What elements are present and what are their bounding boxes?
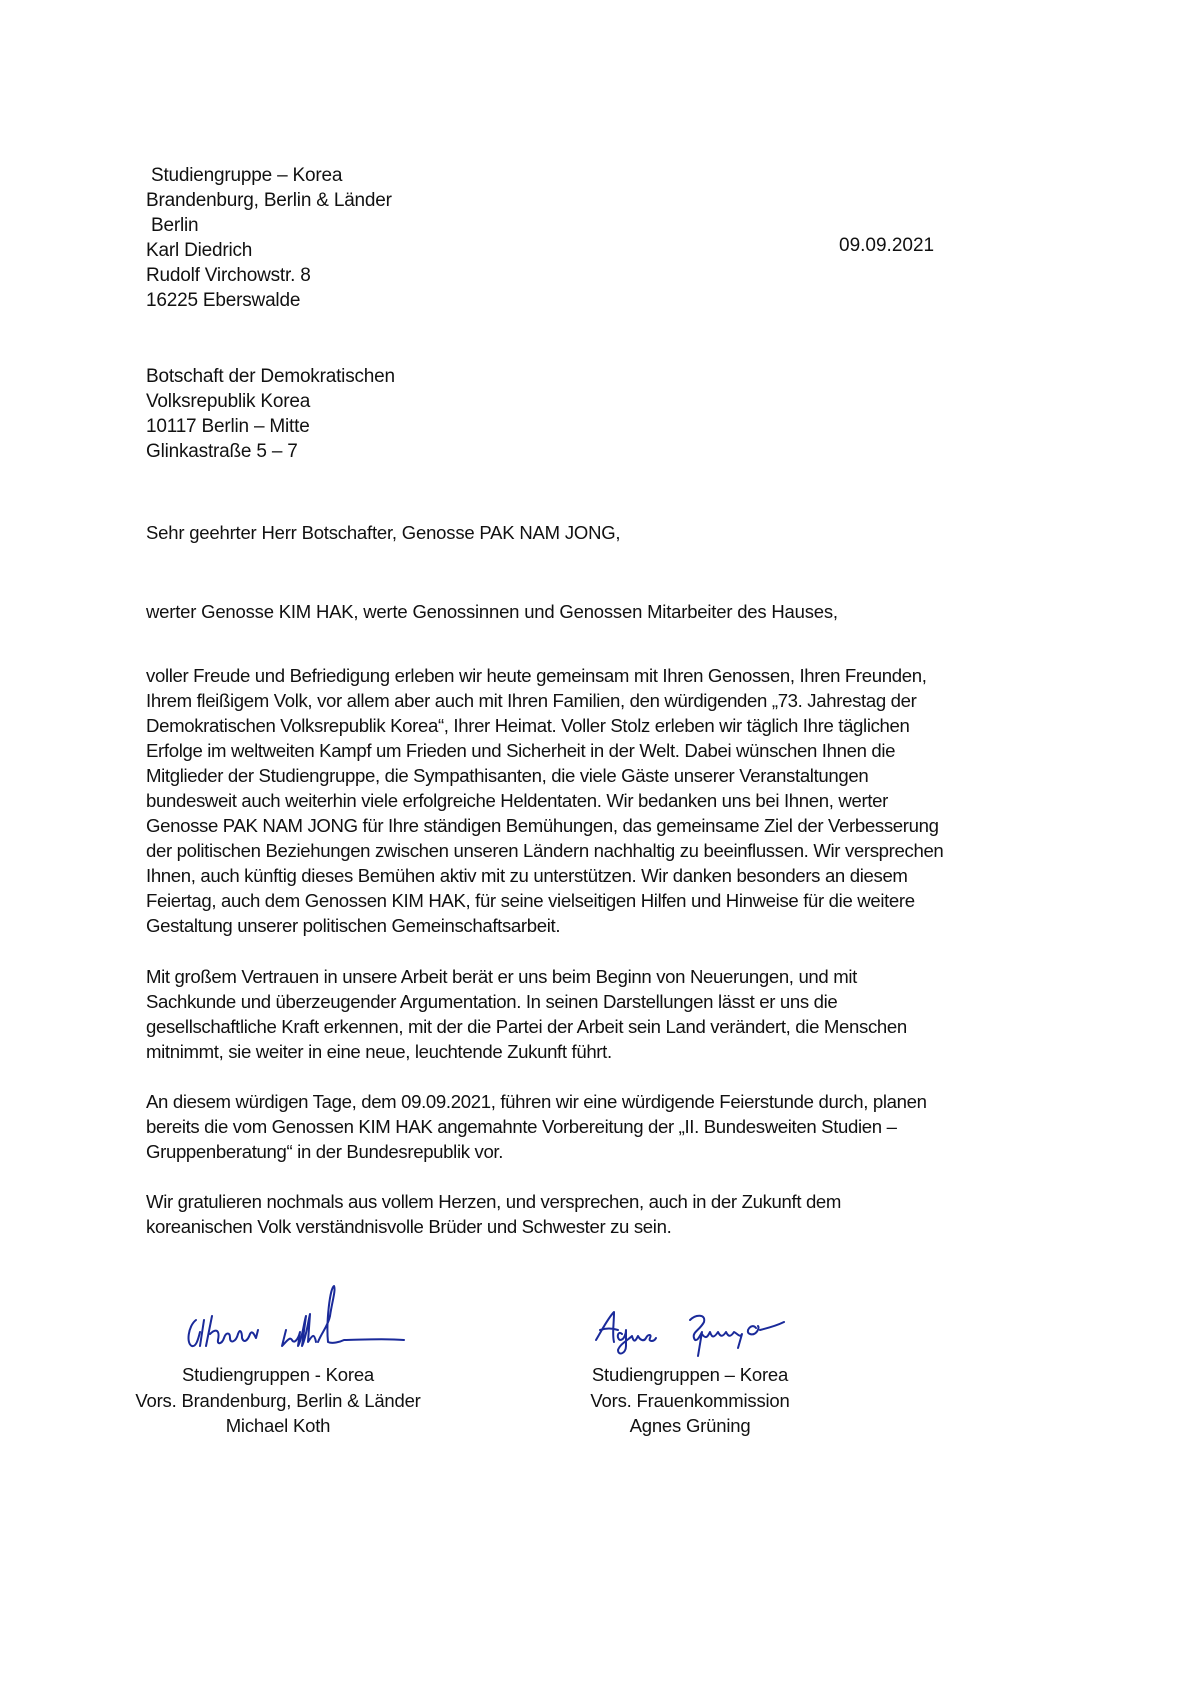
body-line: An diesem würdigen Tage, dem 09.09.2021, führen wir eine würdigende Feierstunde durch, planen (146, 1091, 927, 1112)
body-line: Wir gratulieren nochmals aus vollem Herzen, und versprechen, auch in der Zukunft dem (146, 1191, 842, 1212)
recipient-line: 10117 Berlin – Mitte (146, 416, 310, 437)
salutation-staff: werter Genosse KIM HAK, werte Genossinnen und Genossen Mitarbeiter des Hauses, (146, 601, 838, 622)
salutation-ambassador: Sehr geehrter Herr Botschafter, Genosse PAK NAM JONG, (146, 522, 621, 543)
body-line: Ihrem fleißigem Volk, vor allem aber auch mit Ihren Familien, den würdigenden „73. Jahrestag der (146, 690, 917, 711)
letter-date: 09.09.2021 (839, 235, 935, 256)
body-line: Feiertag, auch dem Genossen KIM HAK, für seine vielseitigen Hilfen und Hinweise für die weitere (146, 890, 915, 911)
sender-line: Karl Diedrich (146, 240, 253, 261)
body-line: Mit großem Vertrauen in unsere Arbeit berät er uns beim Beginn von Neuerungen, und mit (146, 966, 857, 987)
body-line: Ihnen, auch künftig dieses Bemühen aktiv mit zu unterstützen. Wir danken besonders an diesem (146, 865, 908, 886)
recipient-line: Volksrepublik Korea (146, 391, 311, 412)
body-line: koreanischen Volk verständnisvolle Brüder und Schwester zu sein. (146, 1216, 672, 1237)
sender-line: Brandenburg, Berlin & Länder (146, 190, 392, 211)
body-line: Sachkunde und überzeugender Argumentation. In seinen Darstellungen lässt er uns die (146, 991, 838, 1012)
handwritten-signature-icon (182, 1282, 442, 1352)
body-line: Erfolge im weltweiten Kampf um Frieden und Sicherheit in der Welt. Dabei wünschen Ihnen die (146, 740, 896, 761)
signature-name: Michael Koth (225, 1415, 331, 1436)
handwritten-signature-icon (588, 1300, 818, 1360)
body-line: Demokratischen Volksrepublik Korea“, Ihrer Heimat. Voller Stolz erleben wir täglich Ihre täglichen (146, 715, 910, 736)
signature-name: Agnes Grüning (629, 1415, 751, 1436)
signature-block-left (130, 1362, 426, 1439)
body-line: mitnimmt, sie weiter in eine neue, leuchtende Zukunft führt. (146, 1041, 612, 1062)
recipient-line: Botschaft der Demokratischen (146, 366, 395, 387)
sender-line: Berlin (151, 215, 199, 236)
signature-org: Studiengruppen - Korea (181, 1364, 375, 1385)
body-line: bereits die vom Genossen KIM HAK angemahnte Vorbereitung der „II. Bundesweiten Studien – (146, 1116, 897, 1137)
signature-role: Vors. Frauenkommission (590, 1389, 790, 1411)
body-line: Genosse PAK NAM JONG für Ihre ständigen Bemühungen, das gemeinsame Ziel der Verbesserung (146, 815, 939, 836)
signature-michael-koth (182, 1282, 442, 1357)
body-line: voller Freude und Befriedigung erleben wir heute gemeinsam mit Ihren Genossen, Ihren Freunden, (146, 665, 927, 686)
signature-role: Vors. Brandenburg, Berlin & Länder (135, 1389, 421, 1411)
body-line: bundesweit auch weiterhin viele erfolgreiche Heldentaten. Wir bedanken uns bei Ihnen, werter (146, 790, 888, 811)
recipient-line: Glinkastraße 5 – 7 (146, 441, 298, 462)
body-line: Gestaltung unserer politischen Gemeinschaftsarbeit. (146, 915, 561, 936)
sender-line: Rudolf Virchowstr. 8 (146, 265, 311, 286)
sender-line: Studiengruppe – Korea (151, 165, 343, 186)
signature-agnes-gruening (588, 1300, 818, 1365)
signature-org: Studiengruppen – Korea (591, 1364, 789, 1385)
body-line: der politischen Beziehungen zwischen unseren Ländern nachhaltig zu beeinflussen. Wir versprechen (146, 840, 944, 861)
body-line: Mitglieder der Studiengruppe, die Sympathisanten, die viele Gäste unserer Veranstaltungen (146, 765, 869, 786)
body-line: Gruppenberatung“ in der Bundesrepublik vor. (146, 1141, 504, 1162)
body-line: gesellschaftliche Kraft erkennen, mit der die Partei der Arbeit sein Land verändert, die Menschen (146, 1016, 907, 1037)
sender-line: 16225 Eberswalde (146, 290, 301, 311)
signature-block-right (572, 1362, 808, 1439)
